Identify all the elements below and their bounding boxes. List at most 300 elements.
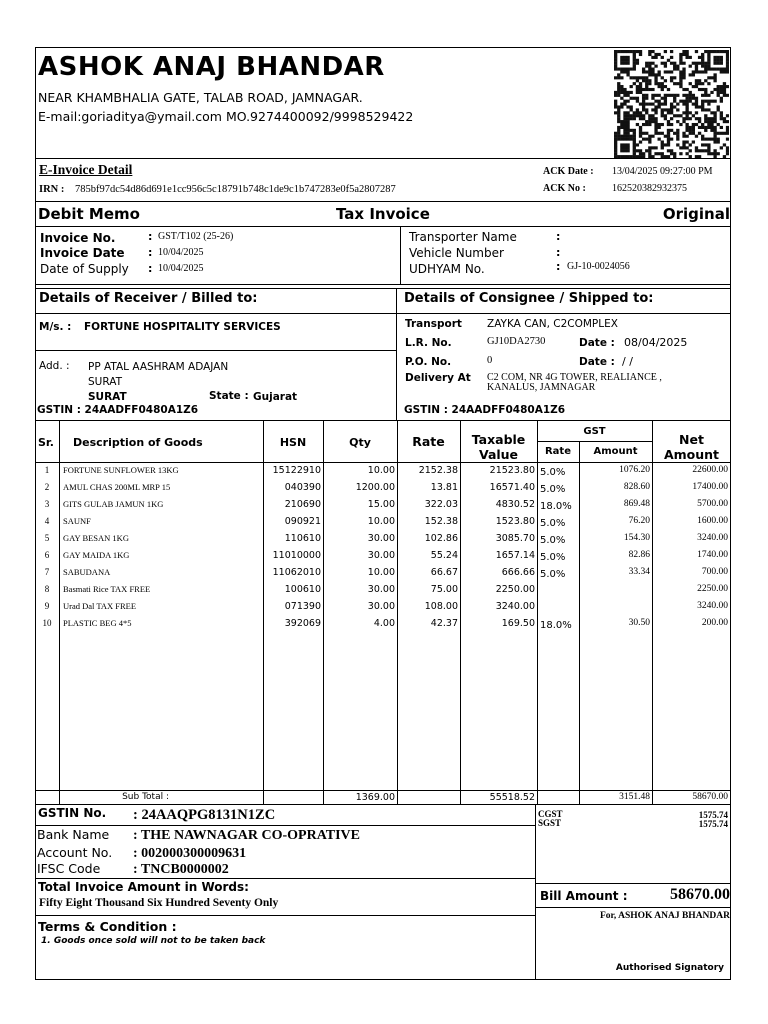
col-net-2: Amount [663, 447, 720, 462]
qr-module [620, 88, 623, 91]
qr-module [720, 50, 723, 53]
qr-module [651, 70, 654, 73]
qr-module [707, 103, 710, 106]
receiver-state: Gujarat [253, 391, 298, 403]
qr-module [626, 105, 629, 108]
qr-module [623, 117, 626, 120]
qr-module [701, 135, 704, 138]
company-contact: E-mail:goriaditya@ymail.com MO.9274400092/9998529422 [38, 109, 414, 124]
qr-module [633, 129, 636, 132]
qr-module [695, 100, 698, 103]
cell-rate: 2152.38 [418, 465, 458, 476]
qr-module [651, 135, 654, 138]
qr-module [701, 100, 704, 103]
qr-module [682, 94, 685, 97]
cell-rate: 75.00 [430, 584, 458, 595]
sgst-value: 1575.74 [698, 819, 728, 829]
qr-module [620, 50, 623, 53]
qr-module [676, 94, 679, 97]
qr-module [642, 94, 645, 97]
qr-module [720, 70, 723, 73]
qr-module [645, 65, 648, 68]
subtotal-net: 58670.00 [692, 792, 728, 802]
qr-module [661, 103, 664, 106]
qr-module [620, 70, 623, 73]
qr-module [658, 53, 661, 56]
qr-module [648, 117, 651, 120]
qr-module [626, 91, 629, 94]
qr-module [664, 79, 667, 82]
qr-module [679, 123, 682, 126]
qr-module [707, 108, 710, 111]
qr-module [723, 70, 726, 73]
qr-module [664, 85, 667, 88]
qr-module [642, 152, 645, 155]
qr-module [630, 85, 633, 88]
qr-module [651, 114, 654, 117]
col-qty: Qty [349, 436, 371, 449]
qr-module [670, 79, 673, 82]
qr-module [651, 62, 654, 65]
qr-module [707, 68, 710, 71]
qr-module [720, 111, 723, 114]
qr-module [645, 111, 648, 114]
qr-module [661, 111, 664, 114]
qr-module [698, 117, 701, 120]
qr-module [645, 85, 648, 88]
qr-module [642, 103, 645, 106]
qr-module [645, 82, 648, 85]
qr-module [701, 103, 704, 106]
qr-module [651, 97, 654, 100]
qr-module [639, 85, 642, 88]
qr-module [642, 108, 645, 111]
qr-module [713, 111, 716, 114]
qr-module [654, 123, 657, 126]
receiver-address-line1: PP ATAL AASHRAM ADAJAN [88, 361, 229, 373]
cell-qty: 30.00 [367, 550, 395, 561]
cell-net: 1740.00 [697, 550, 728, 560]
qr-module [614, 143, 617, 146]
qr-module [701, 65, 704, 68]
qr-module [633, 111, 636, 114]
qr-module [654, 108, 657, 111]
qr-module [661, 82, 664, 85]
cell-net: 200.00 [701, 618, 728, 628]
qr-module [614, 59, 617, 62]
qr-module [636, 143, 639, 146]
qr-module [720, 56, 723, 59]
qr-module [682, 120, 685, 123]
qr-module [658, 100, 661, 103]
qr-module [620, 146, 623, 149]
qr-module [692, 62, 695, 65]
qr-module [648, 120, 651, 123]
qr-module [726, 149, 729, 152]
qr-module [673, 76, 676, 79]
cell-hsn: 040390 [284, 482, 321, 493]
qr-module [623, 100, 626, 103]
cell-sr: 3 [44, 499, 50, 509]
account-no-value: : 002000300009631 [133, 846, 247, 861]
qr-module [626, 126, 629, 129]
qr-module [664, 143, 667, 146]
qr-module [723, 88, 726, 91]
qr-module [713, 100, 716, 103]
qr-module [633, 53, 636, 56]
qr-module [707, 76, 710, 79]
cell-qty: 10.00 [367, 465, 395, 476]
udhyam-value: GJ-10-0024056 [567, 261, 630, 272]
cell-hsn: 15122910 [272, 465, 321, 476]
qr-module [676, 108, 679, 111]
qr-module [701, 149, 704, 152]
subtotal-qty: 1369.00 [355, 792, 395, 803]
qr-module [636, 149, 639, 152]
qr-module [723, 120, 726, 123]
cell-gst-rate: 5.0% [540, 535, 566, 546]
qr-module [626, 50, 629, 53]
qr-module [645, 103, 648, 106]
qr-module [633, 59, 636, 62]
qr-module [689, 82, 692, 85]
qr-module [689, 65, 692, 68]
qr-module [633, 143, 636, 146]
colon: : [148, 262, 153, 275]
qr-module [717, 132, 720, 135]
qr-module [685, 94, 688, 97]
qr-module [710, 111, 713, 114]
qr-module [710, 126, 713, 129]
qr-module [726, 146, 729, 149]
qr-module [620, 105, 623, 108]
qr-module [617, 138, 620, 141]
consignee-gstin: GSTIN : 24AADFF0480A1Z6 [404, 404, 566, 416]
qr-module [639, 82, 642, 85]
qr-module [639, 50, 642, 53]
qr-module [636, 97, 639, 100]
lr-no-label: L.R. No. [405, 337, 452, 349]
qr-module [667, 94, 670, 97]
qr-module [654, 105, 657, 108]
qr-module [639, 129, 642, 132]
qr-module [623, 149, 626, 152]
qr-module [630, 91, 633, 94]
qr-module [673, 152, 676, 155]
qr-module [623, 123, 626, 126]
qr-module [661, 85, 664, 88]
cell-hsn: 210690 [284, 499, 321, 510]
qr-module [710, 50, 713, 53]
qr-module [720, 91, 723, 94]
irn-value: 785bf97dc54d86d691e1cc956c5c18791b748c1de9c1b747283e0f5a2807287 [75, 184, 396, 195]
qr-module [626, 114, 629, 117]
cell-gst-amt: 82.86 [628, 550, 650, 560]
qr-module [626, 111, 629, 114]
qr-module [701, 88, 704, 91]
qr-module [645, 94, 648, 97]
qr-module [633, 149, 636, 152]
qr-module [626, 129, 629, 132]
amount-in-words-label: Total Invoice Amount in Words: [38, 880, 249, 894]
qr-module [614, 103, 617, 106]
qr-module [698, 126, 701, 129]
cell-taxable: 1523.80 [495, 516, 535, 527]
qr-module [620, 56, 623, 59]
cell-net: 17400.00 [692, 482, 728, 492]
qr-module [630, 129, 633, 132]
qr-module [710, 68, 713, 71]
qr-module [670, 56, 673, 59]
qr-module [626, 56, 629, 59]
qr-module [661, 132, 664, 135]
cell-desc: FORTUNE SUNFLOWER 13KG [63, 465, 179, 475]
qr-module [685, 88, 688, 91]
qr-module [689, 129, 692, 132]
qr-module [633, 117, 636, 120]
cell-hsn: 392069 [284, 618, 321, 629]
bill-amount-label: Bill Amount : [540, 889, 628, 903]
qr-module [648, 114, 651, 117]
qr-module [664, 97, 667, 100]
lr-date-value: 08/04/2025 [624, 336, 688, 349]
cell-gst-amt: 30.50 [628, 618, 650, 628]
qr-module [617, 114, 620, 117]
qr-module [620, 85, 623, 88]
qr-module [639, 135, 642, 138]
qr-module [648, 138, 651, 141]
qr-module [623, 56, 626, 59]
qr-module [685, 108, 688, 111]
qr-module [623, 111, 626, 114]
qr-module [614, 105, 617, 108]
qr-module [614, 138, 617, 141]
cell-qty: 4.00 [373, 618, 395, 629]
udhyam-label: UDHYAM No. [409, 262, 485, 276]
qr-module [707, 117, 710, 120]
qr-module [654, 120, 657, 123]
cell-sr: 7 [44, 567, 50, 577]
qr-module [623, 59, 626, 62]
qr-module [664, 114, 667, 117]
ifsc-label: IFSC Code [37, 861, 101, 876]
qr-module [685, 152, 688, 155]
qr-module [713, 56, 716, 59]
qr-module [667, 143, 670, 146]
qr-module [713, 138, 716, 141]
qr-module [620, 91, 623, 94]
sgst-label: SGST [538, 818, 562, 828]
qr-module [713, 76, 716, 79]
qr-module [667, 123, 670, 126]
authorised-signatory: Authorised Signatory [615, 963, 724, 973]
qr-module [698, 70, 701, 73]
qr-module [704, 79, 707, 82]
qr-module [685, 135, 688, 138]
qr-module [617, 50, 620, 53]
qr-module [723, 117, 726, 120]
qr-module [676, 129, 679, 132]
qr-module [633, 56, 636, 59]
qr-module [717, 94, 720, 97]
qr-module [614, 94, 617, 97]
qr-module [726, 132, 729, 135]
company-name: ASHOK ANAJ BHANDAR [38, 52, 385, 82]
qr-module [670, 117, 673, 120]
qr-module [673, 114, 676, 117]
qr-module [682, 73, 685, 76]
qr-module [626, 94, 629, 97]
delivery-line2: KANALUS, JAMNAGAR [487, 382, 596, 393]
qr-module [704, 108, 707, 111]
receiver-state-label: State : [209, 390, 249, 402]
qr-module [707, 138, 710, 141]
qr-module [651, 56, 654, 59]
qr-module [726, 50, 729, 53]
qr-module [707, 65, 710, 68]
qr-module [626, 59, 629, 62]
qr-module [648, 146, 651, 149]
qr-module [717, 88, 720, 91]
colon: : [148, 246, 153, 259]
cell-qty: 1200.00 [355, 482, 395, 493]
qr-module [658, 132, 661, 135]
qr-module [630, 97, 633, 100]
qr-module [713, 88, 716, 91]
qr-module [626, 132, 629, 135]
qr-module [617, 85, 620, 88]
qr-module [661, 56, 664, 59]
qr-module [658, 123, 661, 126]
invoice-date-label: Invoice Date [40, 246, 125, 260]
qr-module [645, 138, 648, 141]
qr-module [682, 132, 685, 135]
receiver-name: FORTUNE HOSPITALITY SERVICES [84, 321, 281, 333]
qr-module [636, 91, 639, 94]
qr-module [658, 105, 661, 108]
qr-module [661, 108, 664, 111]
qr-module [701, 126, 704, 129]
qr-module [614, 111, 617, 114]
cell-gst-rate: 18.0% [540, 620, 572, 631]
qr-module [707, 146, 710, 149]
cell-gst-rate: 5.0% [540, 467, 566, 478]
receiver-add-label: Add. : [39, 360, 70, 372]
qr-module [626, 143, 629, 146]
cell-qty: 30.00 [367, 601, 395, 612]
qr-module [614, 53, 617, 56]
qr-module [717, 108, 720, 111]
qr-module [648, 135, 651, 138]
qr-module [695, 97, 698, 100]
qr-module [704, 94, 707, 97]
qr-module [726, 65, 729, 68]
qr-module [679, 146, 682, 149]
qr-module [623, 132, 626, 135]
cell-rate: 108.00 [424, 601, 458, 612]
qr-module [726, 94, 729, 97]
qr-module [701, 59, 704, 62]
cell-qty: 10.00 [367, 567, 395, 578]
ack-date-value: 13/04/2025 09:27:00 PM [612, 166, 713, 177]
qr-module [645, 97, 648, 100]
qr-module [633, 132, 636, 135]
qr-module [664, 65, 667, 68]
qr-module [676, 120, 679, 123]
qr-module [701, 62, 704, 65]
cell-qty: 10.00 [367, 516, 395, 527]
qr-module [630, 76, 633, 79]
qr-module [698, 56, 701, 59]
qr-module [614, 135, 617, 138]
qr-module [623, 114, 626, 117]
qr-module [623, 135, 626, 138]
qr-module [664, 100, 667, 103]
qr-module [617, 117, 620, 120]
tax-invoice-title: Tax Invoice [336, 205, 430, 223]
qr-module [723, 91, 726, 94]
qr-module [648, 65, 651, 68]
qr-module [626, 100, 629, 103]
col-hsn: HSN [279, 436, 307, 449]
transporter-label: Transporter Name [409, 230, 517, 244]
qr-module [701, 123, 704, 126]
qr-module [670, 103, 673, 106]
qr-module [679, 85, 682, 88]
qr-module [623, 91, 626, 94]
qr-module [636, 108, 639, 111]
qr-module [670, 70, 673, 73]
qr-module [614, 149, 617, 152]
cell-gst-amt: 1076.20 [619, 465, 650, 475]
qr-module [701, 70, 704, 73]
cell-hsn: 100610 [284, 584, 321, 595]
qr-module [667, 140, 670, 143]
qr-module [630, 138, 633, 141]
qr-module [651, 94, 654, 97]
qr-module [679, 62, 682, 65]
qr-module [701, 143, 704, 146]
qr-module [636, 59, 639, 62]
qr-module [704, 143, 707, 146]
cell-taxable: 3240.00 [495, 601, 535, 612]
qr-module [695, 146, 698, 149]
qr-module [664, 135, 667, 138]
qr-module [717, 59, 720, 62]
subtotal-label: Sub Total : [122, 792, 169, 802]
cell-rate: 66.67 [430, 567, 458, 578]
qr-module [645, 79, 648, 82]
qr-module [673, 65, 676, 68]
qr-module [726, 126, 729, 129]
qr-module [713, 129, 716, 132]
qr-module [707, 123, 710, 126]
qr-module [695, 117, 698, 120]
colon: : [556, 230, 561, 243]
qr-module [713, 126, 716, 129]
qr-module [642, 76, 645, 79]
qr-module [654, 76, 657, 79]
qr-module [620, 126, 623, 129]
qr-module [661, 76, 664, 79]
qr-module [692, 140, 695, 143]
qr-module [723, 68, 726, 71]
qr-module [676, 103, 679, 106]
qr-module [626, 68, 629, 71]
qr-module [667, 59, 670, 62]
qr-module [689, 94, 692, 97]
qr-module [651, 68, 654, 71]
